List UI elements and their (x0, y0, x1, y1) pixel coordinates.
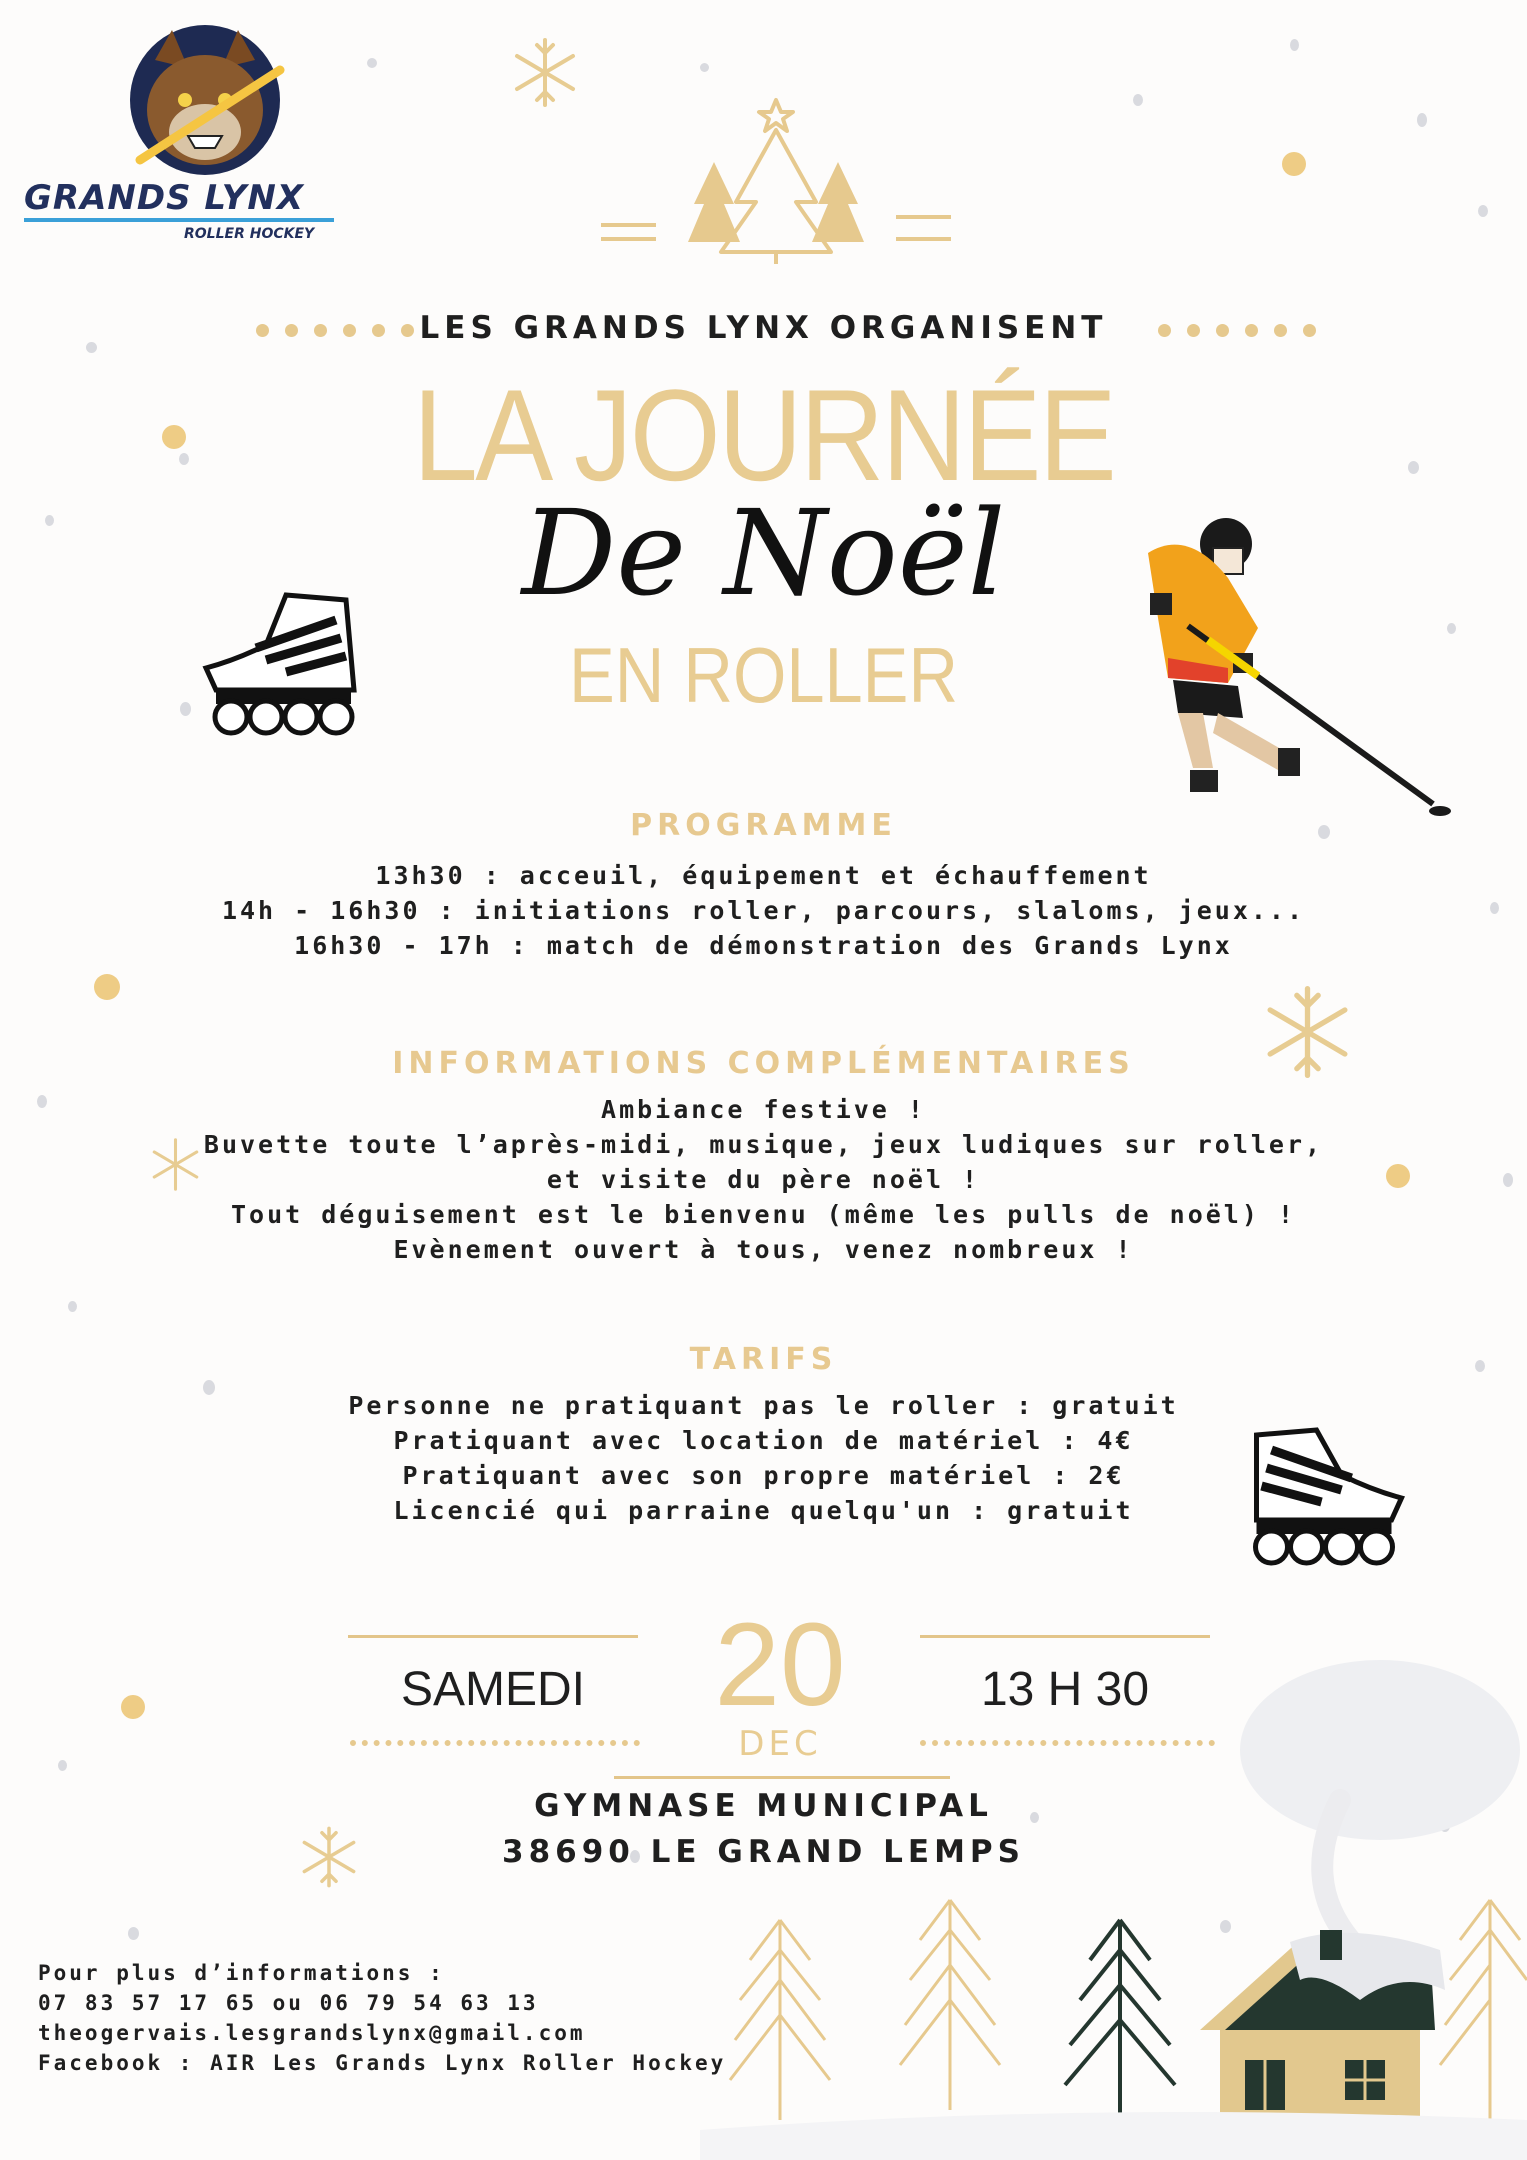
programme-item: 13h30 : acceuil, équipement et échauffement (375, 861, 1152, 890)
location-line-1: GYMNASE MUNICIPAL (534, 1788, 993, 1824)
snowflake-icon (510, 35, 580, 110)
date-time: 13 H 30 (980, 1663, 1150, 1716)
hockey-player-icon (1118, 508, 1453, 818)
title-line-2: De Noël (521, 484, 1006, 622)
contact-block (38, 1958, 726, 2078)
programme-heading: PROGRAMME (630, 808, 897, 843)
location-line-2: 38690 LE GRAND LEMPS (502, 1834, 1025, 1870)
logo-name: GRANDS LYNX (24, 178, 305, 218)
contact-email: theogervais.lesgrandslynx@gmail.com (38, 2021, 586, 2045)
lynx-mascot-icon (100, 20, 310, 180)
date-day: 20 (714, 1599, 846, 1731)
logo-subtitle: ROLLER HOCKEY (184, 226, 315, 242)
date-weekday: SAMEDI (400, 1663, 586, 1716)
tarif-line: Pratiquant avec location de matériel : 4€ (393, 1426, 1134, 1455)
christmas-trees-icon (596, 92, 956, 272)
club-logo (24, 20, 344, 250)
logo-underline (24, 218, 334, 222)
infos-heading: INFORMATIONS COMPLÉMENTAIRES (392, 1046, 1135, 1081)
tarif-line: Licencié qui parraine quelqu'un : gratuit (393, 1496, 1134, 1525)
winter-scenery-icon (700, 1620, 1527, 2160)
date-month: DEC (738, 1724, 822, 1764)
contact-phone: 07 83 57 17 65 ou 06 79 54 63 13 (38, 1991, 539, 2015)
infos-line: Buvette toute l’après-midi, musique, jeux ludiques sur roller, (203, 1130, 1324, 1159)
decorative-dots-right (1158, 324, 1316, 338)
programme-item: 16h30 - 17h : match de démonstration des Grands Lynx (294, 931, 1233, 960)
roller-skate-icon (196, 590, 361, 740)
contact-facebook: Facebook : AIR Les Grands Lynx Roller Hockey (38, 2051, 727, 2075)
infos-line: Ambiance festive ! (601, 1095, 926, 1124)
tarif-line: Pratiquant avec son propre matériel : 2€ (402, 1461, 1125, 1490)
title-line-3: EN ROLLER (568, 631, 959, 719)
contact-line: Pour plus d’informations : (38, 1961, 445, 1985)
tarif-line: Personne ne pratiquant pas le roller : gratuit (348, 1391, 1179, 1420)
infos-line: Evènement ouvert à tous, venez nombreux ! (393, 1235, 1134, 1264)
infos-line: et visite du père noël ! (546, 1165, 981, 1194)
infos-line: Tout déguisement est le bienvenu (même les pulls de noël) ! (230, 1200, 1297, 1229)
programme-item: 14h - 16h30 : initiations roller, parcours, slaloms, jeux... (221, 896, 1306, 925)
tarifs-heading: TARIFS (689, 1342, 838, 1377)
dotted-divider (350, 1740, 640, 1746)
organizer-line: LES GRANDS LYNX ORGANISENT (419, 310, 1108, 346)
title-line-1: LA JOURNÉE (412, 362, 1115, 508)
